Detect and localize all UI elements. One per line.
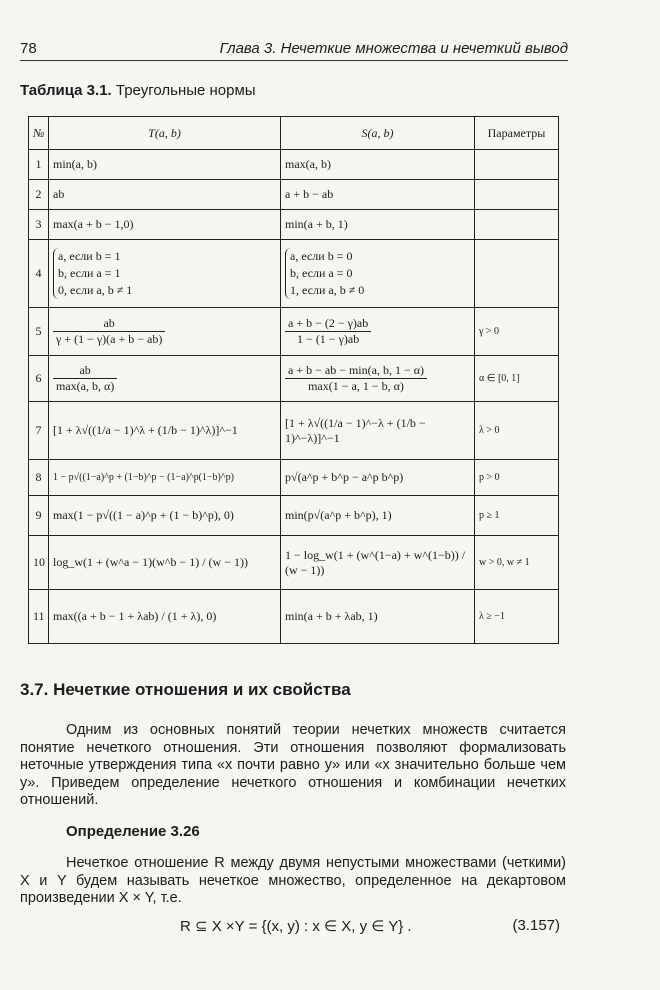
t-norm-cell: min(a, b) bbox=[49, 150, 281, 180]
table-row bbox=[29, 240, 559, 308]
case-line: a, если b = 0 bbox=[290, 249, 353, 263]
s-norm-cell: 1 − log_w(1 + (w^(1−a) + w^(1−b)) / (w − 1)) bbox=[281, 536, 475, 590]
piecewise-brace bbox=[53, 248, 132, 299]
params-cell: λ > 0 bbox=[475, 402, 559, 460]
params-cell bbox=[475, 240, 559, 308]
table-caption-text: Треугольные нормы bbox=[115, 82, 256, 99]
body-paragraph: Одним из основных понятий теории нечетких множеств считается понятие нечеткого отношения. Эти отношения позволяют формализовать неточные утверждения типа «x почти равно y» или «x значительно больше чем y». Приведем определение нечеткого отношения и комбинации нечетких отношений. bbox=[20, 722, 566, 808]
table-row bbox=[29, 460, 559, 496]
t-norm-cell: max(a + b − 1,0) bbox=[49, 210, 281, 240]
t-norm-cell: log_w(1 + (w^a − 1)(w^b − 1) / (w − 1)) bbox=[49, 536, 281, 590]
params-cell: γ > 0 bbox=[475, 308, 559, 356]
s-norm-cell bbox=[281, 356, 475, 402]
fraction bbox=[285, 363, 427, 394]
table-row bbox=[29, 496, 559, 536]
params-cell: λ ≥ −1 bbox=[475, 590, 559, 644]
running-header bbox=[20, 40, 568, 61]
row-number: 2 bbox=[29, 180, 49, 210]
t-norm-cell: max((a + b − 1 + λab) / (1 + λ), 0) bbox=[49, 590, 281, 644]
col-header-params: Параметры bbox=[475, 117, 559, 150]
row-number: 9 bbox=[29, 496, 49, 536]
case-line: 1, если a, b ≠ 0 bbox=[290, 283, 365, 297]
t-norm-cell: max(1 − p√((1 − a)^p + (1 − b)^p), 0) bbox=[49, 496, 281, 536]
running-title: Глава 3. Нечеткие множества и нечеткий вывод bbox=[219, 40, 568, 57]
table-row bbox=[29, 402, 559, 460]
s-norm-cell: min(a + b + λab, 1) bbox=[281, 590, 475, 644]
params-cell: p ≥ 1 bbox=[475, 496, 559, 536]
s-norm-cell: [1 + λ√((1/a − 1)^−λ + (1/b − 1)^−λ)]^−1 bbox=[281, 402, 475, 460]
table-row bbox=[29, 150, 559, 180]
row-number: 7 bbox=[29, 402, 49, 460]
case-line: b, если a = 1 bbox=[58, 266, 121, 280]
row-number: 6 bbox=[29, 356, 49, 402]
table-row bbox=[29, 180, 559, 210]
denominator: max(1 − a, 1 − b, α) bbox=[308, 379, 404, 393]
s-norm-cell: min(p√(a^p + b^p), 1) bbox=[281, 496, 475, 536]
numerator: ab bbox=[53, 363, 117, 379]
table-row bbox=[29, 536, 559, 590]
t-norm-cell: ab bbox=[49, 180, 281, 210]
t-norm-cell bbox=[49, 308, 281, 356]
table-row bbox=[29, 210, 559, 240]
s-norm-cell bbox=[281, 308, 475, 356]
row-number: 10 bbox=[29, 536, 49, 590]
row-number: 1 bbox=[29, 150, 49, 180]
params-cell: p > 0 bbox=[475, 460, 559, 496]
denominator: max(a, b, α) bbox=[56, 379, 115, 393]
denominator: 1 − (1 − γ)ab bbox=[297, 332, 360, 346]
table-row bbox=[29, 590, 559, 644]
numerator: a + b − (2 − γ)ab bbox=[285, 316, 371, 332]
table-header-row bbox=[29, 117, 559, 150]
t-norms-table bbox=[28, 116, 559, 644]
col-header-s: S(a, b) bbox=[281, 117, 475, 150]
fraction bbox=[53, 363, 117, 394]
equation-number: (3.157) bbox=[512, 917, 560, 934]
params-cell: w > 0, w ≠ 1 bbox=[475, 536, 559, 590]
col-header-t: T(a, b) bbox=[49, 117, 281, 150]
table-row bbox=[29, 308, 559, 356]
t-norm-cell: 1 − p√((1−a)^p + (1−b)^p − (1−a)^p(1−b)^p) bbox=[49, 460, 281, 496]
s-norm-cell: a + b − ab bbox=[281, 180, 475, 210]
row-number: 4 bbox=[29, 240, 49, 308]
table-caption bbox=[20, 82, 256, 99]
piecewise-brace bbox=[285, 248, 364, 299]
fraction bbox=[53, 316, 165, 347]
row-number: 3 bbox=[29, 210, 49, 240]
row-number: 8 bbox=[29, 460, 49, 496]
numerator: a + b − ab − min(a, b, 1 − α) bbox=[285, 363, 427, 379]
params-cell bbox=[475, 150, 559, 180]
body-paragraph: Нечеткое отношение R между двумя непустыми множествами (четкими) X и Y будем называть нечеткое множество, определенное на декартовом произведении X × Y, т.е. bbox=[20, 855, 566, 906]
col-header-number: № bbox=[29, 117, 49, 150]
denominator: γ + (1 − γ)(a + b − ab) bbox=[56, 332, 163, 346]
section-heading: 3.7. Нечеткие отношения и их свойства bbox=[20, 680, 351, 699]
s-norm-cell: max(a, b) bbox=[281, 150, 475, 180]
definition-heading: Определение 3.26 bbox=[66, 823, 200, 840]
case-line: 0, если a, b ≠ 1 bbox=[58, 283, 133, 297]
t-norm-cell bbox=[49, 240, 281, 308]
params-cell bbox=[475, 180, 559, 210]
row-number: 11 bbox=[29, 590, 49, 644]
params-cell: α ∈ [0, 1] bbox=[475, 356, 559, 402]
numerator: ab bbox=[53, 316, 165, 332]
fraction bbox=[285, 316, 371, 347]
s-norm-cell: p√(a^p + b^p − a^p b^p) bbox=[281, 460, 475, 496]
s-norm-cell bbox=[281, 240, 475, 308]
case-line: b, если a = 0 bbox=[290, 266, 353, 280]
table-row bbox=[29, 356, 559, 402]
display-formula: R ⊆ X ×Y = {(x, y) : x ∈ X, y ∈ Y} . bbox=[180, 918, 412, 935]
case-line: a, если b = 1 bbox=[58, 249, 121, 263]
t-norm-cell: [1 + λ√((1/a − 1)^λ + (1/b − 1)^λ)]^−1 bbox=[49, 402, 281, 460]
table-caption-label: Таблица 3.1. bbox=[20, 82, 112, 99]
row-number: 5 bbox=[29, 308, 49, 356]
s-norm-cell: min(a + b, 1) bbox=[281, 210, 475, 240]
params-cell bbox=[475, 210, 559, 240]
t-norm-cell bbox=[49, 356, 281, 402]
page-number: 78 bbox=[20, 40, 37, 57]
